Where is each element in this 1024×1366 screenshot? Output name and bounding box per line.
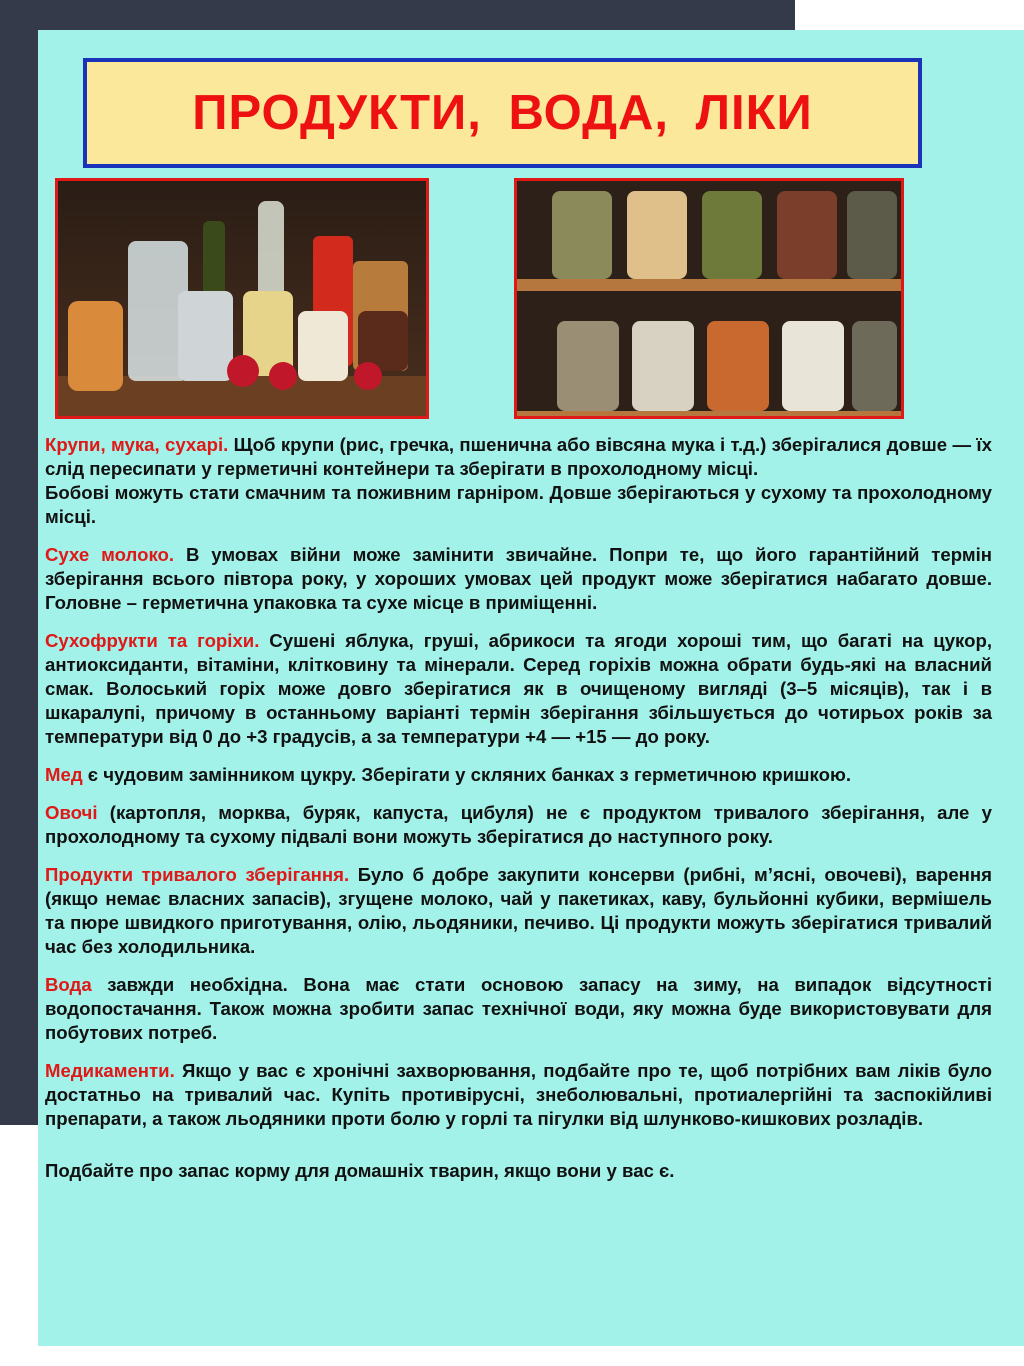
section-dried-fruit-nuts <box>45 629 992 749</box>
section-text: (картопля, морква, буряк, капуста, цибуля) не є продуктом тривалого зберігання, але у прохолодному та сухому підвалі вони можуть зберігатися до наступного року. <box>45 802 992 847</box>
section-text: завжди необхідна. Вона має стати основою запасу на зиму, на випадок відсутності водопостачання. Також можна зробити запас технічної води, яку можна буде використовувати для побутових потреб. <box>45 974 992 1043</box>
title-banner <box>83 58 922 168</box>
page-title: ПРОДУКТИ, ВОДА, ЛІКИ <box>192 86 813 140</box>
footer-note: Подбайте про запас корму для домашніх тварин, якщо вони у вас є. <box>45 1160 675 1181</box>
section-heading: Мед <box>45 764 83 785</box>
section-honey <box>45 763 992 787</box>
section-water <box>45 973 992 1045</box>
section-vegetables <box>45 801 992 849</box>
section-dry-milk <box>45 543 992 615</box>
section-grains <box>45 433 992 481</box>
section-heading: Продукти тривалого зберігання. <box>45 864 350 885</box>
content-text <box>45 433 992 1197</box>
section-text: Було б добре закупити консерви (рибні, м’ясні, овочеві), варення (якщо немає власних запасів), згущене молоко, чай у пакетиках, каву, бульйонні кубики, вермішель та пюре швидкого приготування, олію, льодяники, печиво. Ці продукти можуть зберігатися тривалий час без холодильника. <box>45 864 992 957</box>
section-text: є чудовим замінником цукру. Зберігати у скляних банках з герметичною кришкою. <box>82 764 852 785</box>
section-medicine <box>45 1059 992 1131</box>
section-long-storage <box>45 863 992 959</box>
section-text: Сушені яблука, груші, абрикоси та ягоди хороші тим, що багаті на цукор, антиоксиданти, вітаміни, клітковину та мінерали. Серед горіхів можна обрати будь-які на власний смак. Волоський горіх може довго зберігатися як в очищеному вигляді (3–5 місяців), так і в шкаралупі, причому в останньому варіанті термін зберігання збільшується до чотирьох років за температури від 0 до +3 градусів, а за температури +4 — +15 — до року. <box>45 630 992 747</box>
section-heading: Овочі <box>45 802 98 823</box>
section-text: Щоб крупи (рис, гречка, пшенична або вівсяна мука і т.д.) зберігалися довше — їх слід пересипати у герметичні контейнери та зберігати в прохолодному місці. <box>45 434 993 479</box>
section-heading: Вода <box>45 974 92 995</box>
section-heading: Медикаменти. <box>45 1060 175 1081</box>
section-text: Якщо у вас є хронічні захворювання, подбайте про те, щоб потрібних вам ліків було достатньо на тривалий час. Купіть противірусні, знеболювальні, протиалергійні та заспокійливі препарати, а також льодяники проти болю у горлі та пігулки від шлунково-кишкових розладів. <box>45 1060 992 1129</box>
section-heading: Крупи, мука, сухарі. <box>45 434 229 455</box>
section-heading: Сухе молоко. <box>45 544 175 565</box>
section-text: Бобові можуть стати смачним та поживним гарніром. Довше зберігаються у сухому та прохолодному місці. <box>45 482 992 527</box>
section-legumes <box>45 481 992 529</box>
section-text: В умовах війни може замінити звичайне. Попри те, що його гарантійний термін зберігання всього півтора року, у хороших умовах цей продукт може зберігатися набагато довше. Головне – герметична упаковка та сухе місце в приміщенні. <box>45 544 992 613</box>
food-jars-photo <box>55 178 429 419</box>
pantry-shelves-photo <box>514 178 904 419</box>
section-heading: Сухофрукти та горіхи. <box>45 630 260 651</box>
